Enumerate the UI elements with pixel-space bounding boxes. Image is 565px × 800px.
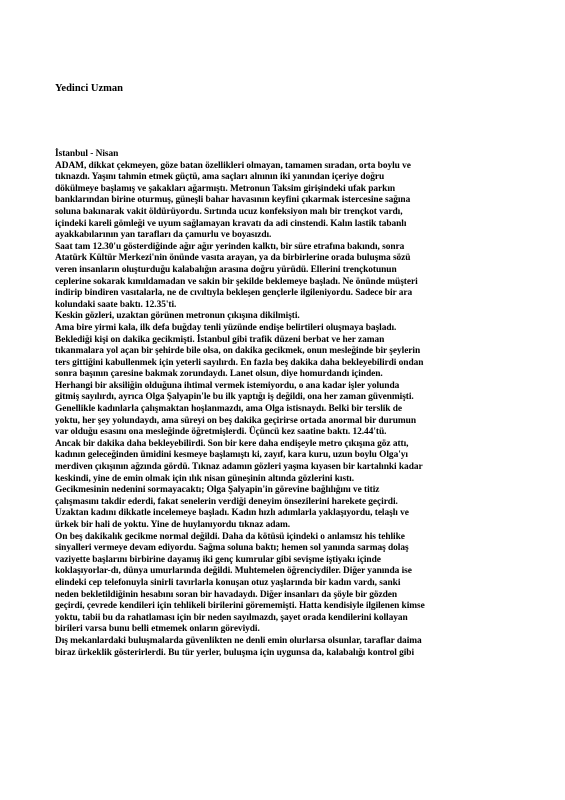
text-line: Atatürk Kültür Merkezi'nin önünde vasıta arayan, ya da birbirlerine orada buluşma sözü bbox=[55, 253, 411, 264]
text-line: içindeki kareli gömleği ve uyum sağlamayan kravatı da adi cinstendi. Kalın lastik tabanlı bbox=[55, 218, 407, 229]
text-line: biraz ürkeklik gösterirlerdi. Bu tür yerler, buluşma için uygunsa da, kalabalığı kontrol gibi bbox=[55, 647, 415, 658]
text-line: kolundaki saate baktı. 12.35'ti. bbox=[55, 299, 177, 310]
text-line: Gecikmesinin nedenini sormayacaktı; Olga Şalyapin'in görevine bağlılığını ve titiz bbox=[55, 485, 380, 496]
text-line: keskindi, yine de emin olmak için ılık nisan güneşinin altında gözlerini kıstı. bbox=[55, 473, 354, 484]
text-line: Saat tam 12.30'u gösterdiğinde ağır ağır yerinden kalktı, bir süre etrafına bakındı, sonra bbox=[55, 241, 405, 252]
text-line: ters gittiğini kabullenmek için yeterli sayılırdı. En fazla beş dakika daha bekleyebilirdi ondan bbox=[55, 357, 424, 368]
text-line: tıkanmalara yol açan bir şehirde bile olsa, on dakika gecikmek, onun mesleğinde bir şeylerin bbox=[55, 346, 421, 357]
text-line: İstanbul - Nisan bbox=[55, 149, 119, 159]
text-line: sonra başının çaresine bakmak zorundaydı. Lanet olsun, diye homurdandı içinden. bbox=[55, 369, 383, 380]
text-line: On beş dakikalık gecikme normal değildi. Daha da kötüsü içindeki o anlamsız his tehlike bbox=[55, 531, 405, 542]
text-line: Uzaktan kadını dikkatle incelemeye başladı. Kadın hızlı adımlarla yaklaşıyordu, telaşlı ve bbox=[55, 508, 409, 519]
text-line: neden bekletildiğinin hesabını soran bir havadaydı. Diğer insanları da şöyle bir gözden bbox=[55, 589, 398, 600]
text-line: Dış mekanlardaki buluşmalarda güvenlikten ne denli emin olurlarsa olsunlar, taraflar daima bbox=[55, 635, 422, 646]
text-line: merdiven çıkışının ağzında gördü. Tıknaz adamın gözleri yaşma kıyasen bir kartalınki kadar bbox=[55, 462, 423, 473]
text-line: kadının geleceğinden ümidini kesmeye başlamıştı ki, zayıf, kara kuru, uzun boylu Olga'yı bbox=[55, 450, 408, 461]
text-line: Ama bire yirmi kala, ilk defa buğday tenli yüzünde endişe belirtileri oluşmaya başladı. bbox=[55, 322, 397, 333]
text-line: çalışmasını takdir ederdi, fakat senelerin verdiği deneyim önsezilerini harekete geçirdi. bbox=[55, 496, 398, 507]
text-line: birileri varsa bunu belli etmemek onların göreviydi. bbox=[55, 624, 260, 635]
text-line: yoktu, her şey yolundaydı, ama süreyi on beş dakika geçirirse ortada anormal bir durumun bbox=[55, 415, 417, 426]
text-line: Keskin gözleri, uzaktan görünen metronun çıkışına dikilmişti. bbox=[55, 311, 300, 322]
text-line: indirip bindiren vasıtalarla, ne de cıvıltıyla bekleşen gençlerle ilgileniyordu. Sadece bir ara bbox=[55, 288, 413, 299]
text-line: ceplerine sokarak kımıldamadan ve sakin bir şekilde beklemeye başladı. Ne önünde müşteri bbox=[55, 276, 418, 287]
text-line: elindeki cep telefonuyla sinirli tavırlarla konuşan otuz yaşlarında bir kadın vardı, sanki bbox=[55, 577, 401, 588]
text-line: veren insanların oluşturduğu kalabalığın arasına doğru yürüdü. Ellerini trençkotunun bbox=[55, 264, 397, 275]
text-line: banklarından birine oturmuş, güneşli bahar havasının keyfini çıkarmak istercesine sağına bbox=[55, 195, 411, 206]
text-line: ADAM, dikkat çekmeyen, göze batan özellikleri olmayan, tamamen sıradan, orta boylu ve bbox=[55, 160, 411, 171]
text-line: dökülmeye başlamış ve şakakları ağarmıştı. Metronun Taksim girişindeki ufak parkın bbox=[55, 183, 396, 194]
text-line: geçirdi, çevrede kendileri için tehlikeli birilerini görememişti. Hatta kendisiyle ilgilenen kimse bbox=[55, 601, 425, 612]
text-line: Herhangi bir aksiliğin olduğuna ihtimal vermek istemiyordu, o ana kadar işler yolunda bbox=[55, 380, 400, 391]
text-line: yoktu, tabii bu da rahatlaması için bir neden sayılmazdı, şayet orada kendilerini kollayan bbox=[55, 612, 408, 623]
text-line: vaziyette başlarını birbirine dayamış iki genç kumrular gibi sevişme iştiyakı içinde bbox=[55, 554, 381, 565]
text-line: sinyalleri vermeye devam ediyordu. Sağma soluna baktı; hemen sol yanında sarmaş dolaş bbox=[55, 543, 409, 554]
text-line: Ancak bir dakika daha bekleyebilirdi. Son bir kere daha endişeyle metro çıkışına göz attı, bbox=[55, 438, 409, 449]
text-line: Beklediği kişi on dakika gecikmişti. İstanbul gibi trafik düzeni berbat ve her zaman bbox=[55, 334, 385, 345]
text-line: ayakkabılarının yan tarafları da çamurlu ve boyasızdı. bbox=[55, 230, 272, 241]
text-line: var olduğu esasını ona mesleğinde öğretmişlerdi. Üçüncü kez saatine baktı. 12.44'tü. bbox=[55, 427, 387, 438]
text-line: Genellikle kadınlarla çalışmaktan hoşlanmazdı, ama Olga istisnaydı. Belki bir terslik de bbox=[55, 404, 403, 415]
text-line: soluna bakınarak vakit öldürüyordu. Sırtında ucuz konfeksiyon malı bir trençkot vardı, bbox=[55, 206, 403, 217]
text-line: gitmiş sayılırdı, ayrıca Olga Şalyapin'le bu ilk yaptığı iş değildi, ona her zaman güvenmişti. bbox=[55, 392, 414, 403]
text-line: ürkek bir hali de yoktu. Yine de huylanıyordu tıknaz adam. bbox=[55, 520, 291, 530]
text-line: koklaşıyorlar-dı, dünya umurlarında değildi. Muhtemelen öğrenciydiler. Diğer yanında ise bbox=[55, 566, 412, 577]
text-line: tıknazdı. Yaşını tahmin etmek güçtü, ama saçları alnının iki yanından içeriye doğru bbox=[55, 172, 385, 183]
book-title: Yedinci Uzman bbox=[55, 83, 123, 94]
body-text bbox=[55, 149, 525, 659]
